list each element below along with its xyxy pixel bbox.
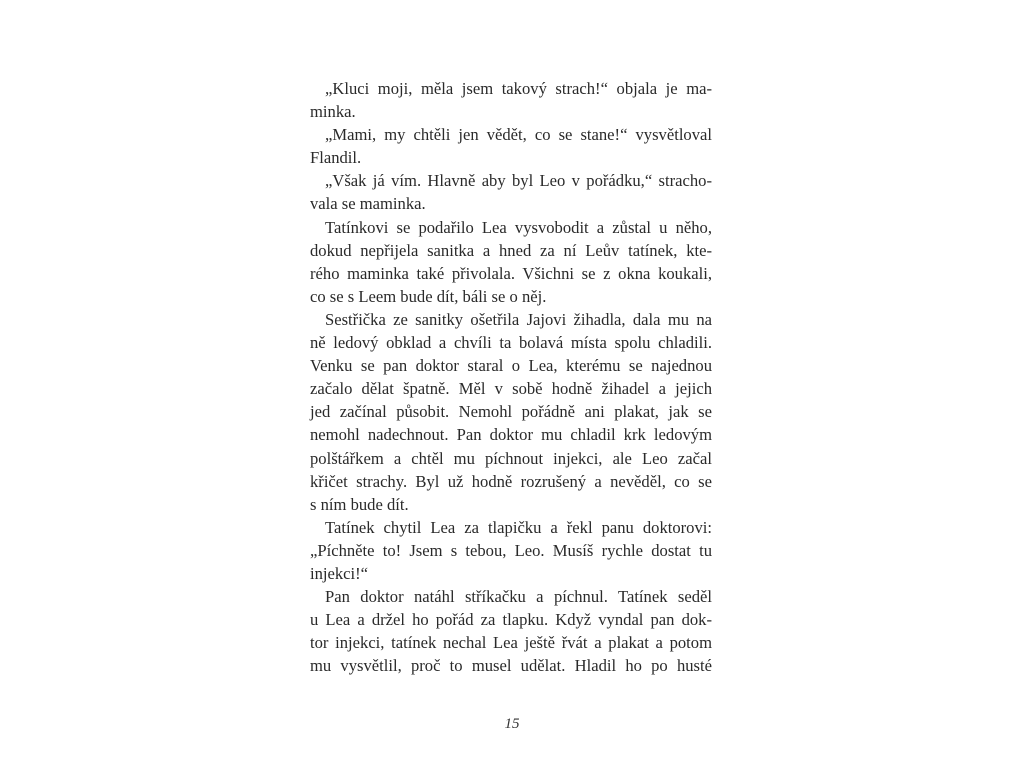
page-number: 15 (504, 716, 520, 732)
text-line: polštářkem a chtěl mu píchnout injekci, ale Leo začal (310, 448, 712, 468)
text-line: Pan doktor natáhl stříkačku a píchnul. Tatínek seděl (325, 587, 712, 607)
text-line: „Mami, my chtěli jen vědět, co se stane!“ vysvětloval (325, 125, 712, 145)
text-line: Tatínek chytil Lea za tlapičku a řekl panu doktorovi: (325, 517, 712, 537)
text-line: „Kluci moji, měla jsem takový strach!“ objala je ma- (325, 79, 712, 98)
text-line: Flandil. (310, 148, 362, 168)
text-line: rého maminka také přivolala. Všichni se z okna koukali, (310, 263, 712, 283)
text-line: minka. (310, 102, 356, 122)
text-line: u Lea a držel ho pořád za tlapku. Když vyndal pan dok- (310, 610, 712, 630)
text-line: s ním bude dít. (310, 494, 409, 514)
text-line: injekci!“ (310, 563, 369, 583)
text-line: co se s Leem bude dít, báli se o něj. (310, 286, 547, 306)
body-text (310, 77, 712, 677)
text-line: křičet strachy. Byl už hodně rozrušený a nevěděl, co se (310, 471, 712, 491)
text-line: „Píchněte to! Jsem s tebou, Leo. Musíš rychle dostat tu (310, 540, 712, 560)
text-line: tor injekci, tatínek nechal Lea ještě řvát a plakat a potom (310, 633, 712, 653)
text-line: dokud nepřijela sanitka a hned za ní Leův tatínek, kte- (310, 240, 712, 260)
text-line: Tatínkovi se podařilo Lea vysvobodit a zůstal u něho, (325, 217, 712, 237)
text-line: „Však já vím. Hlavně aby byl Leo v pořádku,“ stracho- (325, 171, 712, 191)
text-line: jed začínal působit. Nemohl pořádně ani plakat, jak se (310, 402, 712, 422)
text-line: mu vysvětlil, proč to musel udělat. Hladil ho po husté (310, 656, 712, 676)
text-line: nemohl nadechnout. Pan doktor mu chladil krk ledovým (310, 425, 712, 445)
text-line: vala se maminka. (310, 194, 426, 214)
text-line: začalo dělat špatně. Měl v sobě hodně žihadel a jejich (310, 379, 712, 399)
text-line: ně ledový obklad a chvíli ta bolavá místa spolu chladili. (310, 333, 712, 353)
text-line: Sestřička ze sanitky ošetřila Jajovi žihadla, dala mu na (325, 309, 712, 329)
text-line: Venku se pan doktor staral o Lea, kterému se najednou (310, 356, 712, 376)
